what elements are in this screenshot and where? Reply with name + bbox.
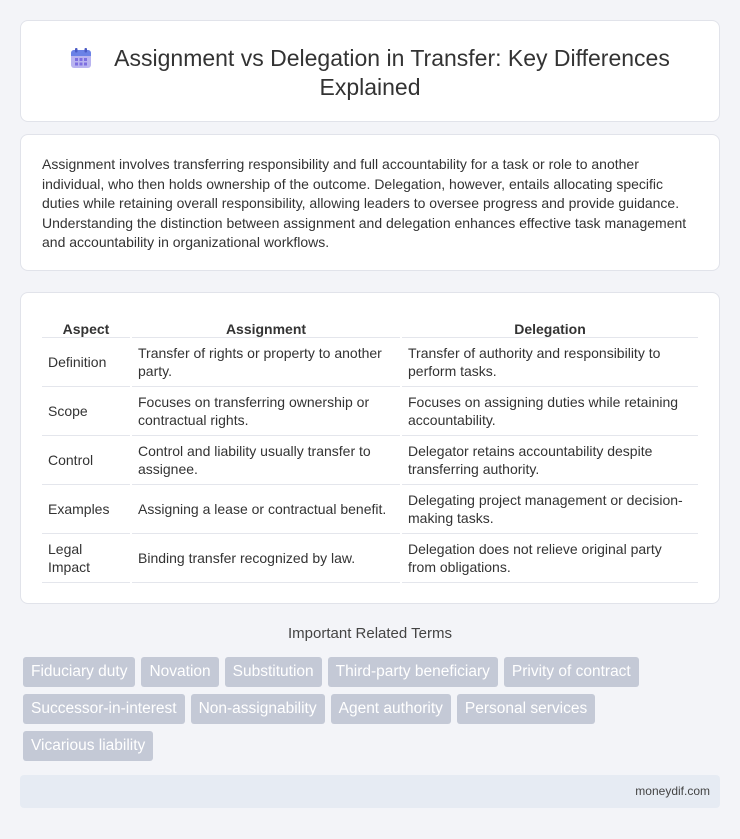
aspect-cell: Examples — [42, 484, 131, 533]
related-terms-heading: Important Related Terms — [288, 625, 452, 642]
assignment-cell: Control and liability usually transfer to assignee. — [131, 435, 401, 484]
related-term-tag[interactable]: Successor-in-interest — [23, 694, 185, 724]
related-term-tag[interactable]: Third-party beneficiary — [328, 657, 498, 687]
delegation-cell: Delegator retains accountability despite transferring authority. — [401, 435, 698, 484]
table-row — [42, 533, 698, 582]
table-header-row — [42, 316, 698, 337]
table-row — [42, 337, 698, 386]
related-term-tag[interactable]: Fiduciary duty — [23, 657, 135, 687]
table-row — [42, 484, 698, 533]
aspect-cell: Scope — [42, 386, 131, 435]
footer-site-link[interactable]: moneydif.com — [635, 784, 710, 798]
intro-paragraph: Assignment involves transferring responsibility and full accountability for a task or role to another individual, who then holds ownership of the outcome. Delegation, however, entails allocating specific duties while retaining overall responsibility, allowing leaders to oversee progress and provide guidance. Understanding the distinction between assignment and delegation enhances effective task management and accountability in organizational workflows. — [42, 156, 687, 250]
related-term-tag[interactable]: Agent authority — [331, 694, 451, 724]
assignment-cell: Transfer of rights or property to another party. — [131, 337, 401, 386]
aspect-cell: Legal Impact — [42, 533, 131, 582]
header-aspect: Aspect — [42, 316, 131, 337]
page-title: Assignment vs Delegation in Transfer: Key Differences Explained — [114, 45, 670, 100]
header-delegation: Delegation — [401, 316, 698, 337]
header-card — [20, 20, 720, 122]
related-term-tag[interactable]: Non-assignability — [191, 694, 325, 724]
assignment-cell: Focuses on transferring ownership or contractual rights. — [131, 386, 401, 435]
related-term-tag[interactable]: Personal services — [457, 694, 595, 724]
calendar-icon — [70, 47, 92, 69]
assignment-cell: Assigning a lease or contractual benefit. — [131, 484, 401, 533]
comparison-table — [42, 316, 698, 583]
related-term-tag[interactable]: Novation — [141, 657, 218, 687]
delegation-cell: Delegating project management or decision-making tasks. — [401, 484, 698, 533]
intro-card — [20, 134, 720, 271]
assignment-cell: Binding transfer recognized by law. — [131, 533, 401, 582]
delegation-cell: Transfer of authority and responsibility to perform tasks. — [401, 337, 698, 386]
table-row — [42, 435, 698, 484]
delegation-cell: Focuses on assigning duties while retaining accountability. — [401, 386, 698, 435]
footer-bar — [20, 775, 720, 808]
related-terms-list — [23, 657, 703, 768]
header-assignment: Assignment — [131, 316, 401, 337]
delegation-cell: Delegation does not relieve original party from obligations. — [401, 533, 698, 582]
related-term-tag[interactable]: Vicarious liability — [23, 731, 153, 761]
page-title-wrap — [41, 44, 699, 102]
aspect-cell: Control — [42, 435, 131, 484]
aspect-cell: Definition — [42, 337, 131, 386]
related-term-tag[interactable]: Substitution — [225, 657, 322, 687]
comparison-table-card — [20, 292, 720, 604]
table-row — [42, 386, 698, 435]
related-term-tag[interactable]: Privity of contract — [504, 657, 639, 687]
